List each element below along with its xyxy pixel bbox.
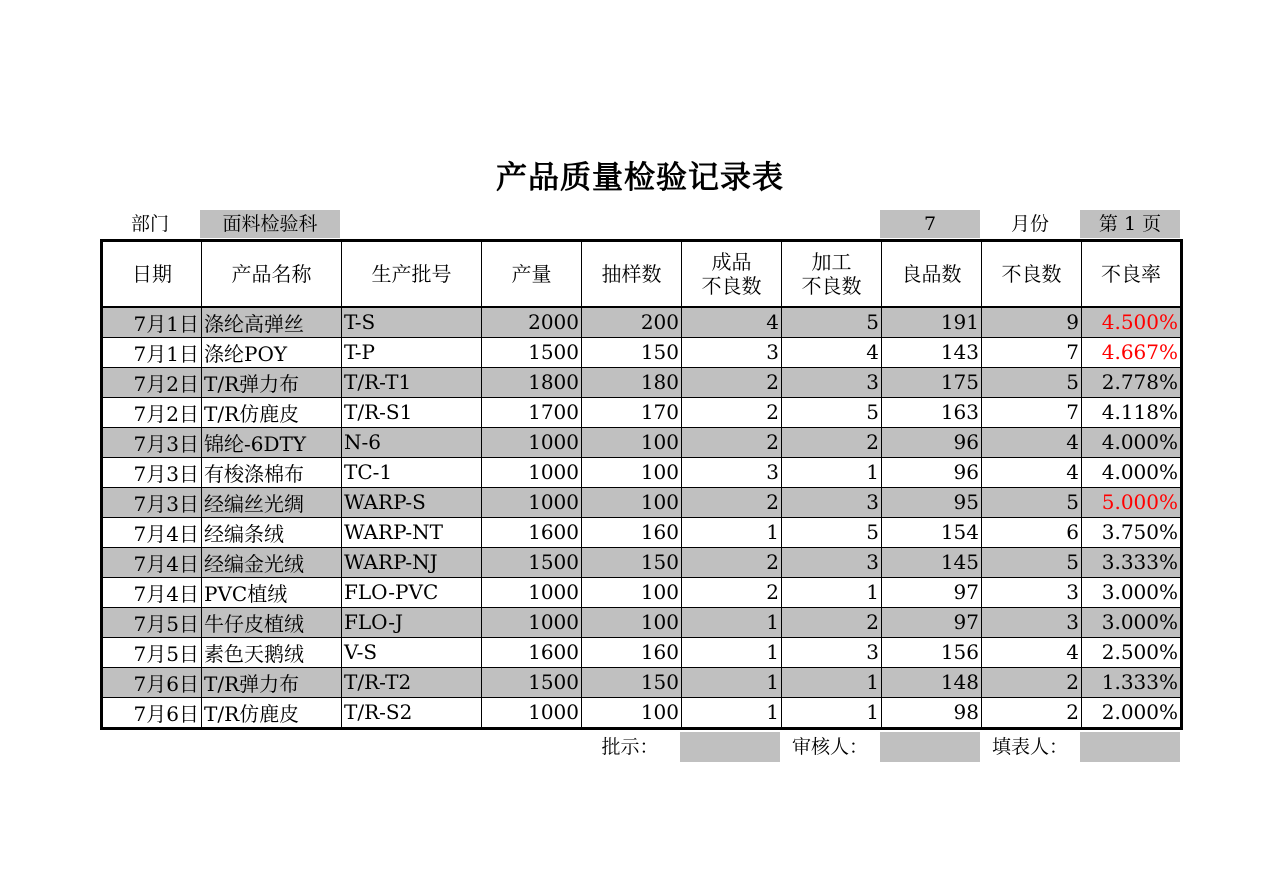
cell-good[interactable]: 191 [882, 307, 982, 338]
cell-rate[interactable]: 4.667% [1082, 337, 1182, 367]
cell-defect[interactable]: 2 [982, 697, 1082, 728]
month-value[interactable]: 7 [880, 210, 980, 238]
cell-batch[interactable]: T/R-T2 [342, 667, 482, 697]
column-header-defect [982, 241, 1082, 307]
cell-defect[interactable]: 5 [982, 487, 1082, 517]
cell-rate[interactable]: 4.000% [1082, 457, 1182, 487]
cell-batch[interactable]: TC-1 [342, 457, 482, 487]
cell-batch[interactable]: T/R-S2 [342, 697, 482, 728]
cell-product-defect[interactable]: 2 [682, 397, 782, 427]
cell-date[interactable]: 7月3日 [102, 487, 202, 517]
cell-name[interactable]: 锦纶-6DTY [202, 427, 342, 457]
cell-output[interactable]: 1800 [482, 367, 582, 397]
cell-output[interactable]: 1600 [482, 637, 582, 667]
column-header-batch [342, 241, 482, 307]
cell-name[interactable]: 涤纶POY [202, 337, 342, 367]
quality-record-table [100, 239, 1183, 730]
cell-rate[interactable]: 3.000% [1082, 577, 1182, 607]
cell-output[interactable]: 1600 [482, 517, 582, 547]
column-header-rate [1082, 241, 1182, 307]
cell-output[interactable]: 1000 [482, 607, 582, 637]
column-header-line: 成品 [711, 249, 752, 274]
table-row [102, 577, 1182, 607]
cell-output[interactable]: 1000 [482, 697, 582, 728]
cell-process-defect[interactable]: 2 [782, 427, 882, 457]
cell-defect[interactable]: 3 [982, 577, 1082, 607]
column-header-line: 产量 [511, 261, 552, 286]
column-header-line: 日期 [132, 261, 172, 286]
table-row [102, 637, 1182, 667]
cell-process-defect[interactable]: 1 [782, 667, 882, 697]
table-body [102, 307, 1182, 729]
cell-product-defect[interactable]: 1 [682, 667, 782, 697]
cell-good[interactable]: 175 [882, 367, 982, 397]
cell-good[interactable]: 143 [882, 337, 982, 367]
cell-product-defect[interactable]: 3 [682, 457, 782, 487]
column-header-line: 不良数 [701, 273, 762, 298]
cell-name[interactable]: PVC植绒 [202, 577, 342, 607]
table-bottom-rule [100, 729, 1180, 730]
cell-process-defect[interactable]: 1 [782, 697, 882, 728]
cell-good[interactable]: 96 [882, 427, 982, 457]
dept-label: 部门 [130, 213, 169, 235]
cell-date[interactable]: 7月6日 [102, 667, 202, 697]
cell-batch[interactable]: WARP-S [342, 487, 482, 517]
cell-good[interactable]: 97 [882, 577, 982, 607]
cell-process-defect[interactable]: 5 [782, 397, 882, 427]
cell-product-defect[interactable]: 1 [682, 697, 782, 728]
cell-good[interactable]: 98 [882, 697, 982, 728]
cell-sample[interactable]: 100 [582, 577, 682, 607]
cell-good[interactable]: 95 [882, 487, 982, 517]
cell-defect[interactable]: 9 [982, 307, 1082, 338]
approve-label: 批示： [601, 736, 659, 758]
cell-date[interactable]: 7月4日 [102, 577, 202, 607]
cell-good[interactable]: 163 [882, 397, 982, 427]
cell-defect[interactable]: 7 [982, 337, 1082, 367]
page-number: 第 1 页 [1080, 210, 1180, 238]
cell-rate[interactable]: 2.778% [1082, 367, 1182, 397]
cell-good[interactable]: 145 [882, 547, 982, 577]
cell-defect[interactable]: 6 [982, 517, 1082, 547]
table-row [102, 487, 1182, 517]
cell-name[interactable]: 经编丝光绸 [202, 487, 342, 517]
filler-label: 填表人： [991, 736, 1068, 758]
cell-batch[interactable]: T/R-T1 [342, 367, 482, 397]
cell-date[interactable]: 7月5日 [102, 637, 202, 667]
cell-batch[interactable]: T-S [342, 307, 482, 338]
cell-name[interactable]: 有梭涤棉布 [202, 457, 342, 487]
cell-name[interactable]: 经编条绒 [202, 517, 342, 547]
cell-sample[interactable]: 100 [582, 457, 682, 487]
cell-output[interactable]: 1700 [482, 397, 582, 427]
cell-batch[interactable]: FLO-J [342, 607, 482, 637]
cell-batch[interactable]: T-P [342, 337, 482, 367]
approve-field[interactable] [680, 732, 780, 762]
cell-product-defect[interactable]: 2 [682, 367, 782, 397]
table-row [102, 307, 1182, 338]
cell-product-defect[interactable]: 3 [682, 337, 782, 367]
table-row [102, 427, 1182, 457]
cell-rate[interactable]: 5.000% [1082, 487, 1182, 517]
cell-rate[interactable]: 1.333% [1082, 667, 1182, 697]
column-header-line: 良品数 [901, 261, 962, 286]
column-header-line: 不良率 [1101, 261, 1161, 286]
cell-sample[interactable]: 180 [582, 367, 682, 397]
cell-rate[interactable]: 2.500% [1082, 637, 1182, 667]
reviewer-field[interactable] [880, 732, 980, 762]
cell-defect[interactable]: 4 [982, 637, 1082, 667]
cell-good[interactable]: 97 [882, 607, 982, 637]
cell-good[interactable]: 148 [882, 667, 982, 697]
column-header-line: 抽样数 [601, 261, 662, 286]
cell-process-defect[interactable]: 4 [782, 337, 882, 367]
cell-output[interactable]: 1000 [482, 577, 582, 607]
cell-sample[interactable]: 160 [582, 517, 682, 547]
cell-process-defect[interactable]: 2 [782, 607, 882, 637]
cell-output[interactable]: 1500 [482, 547, 582, 577]
column-header-line: 不良数 [1001, 261, 1062, 286]
cell-date[interactable]: 7月4日 [102, 547, 202, 577]
cell-product-defect[interactable]: 2 [682, 427, 782, 457]
month-label: 月份 [1010, 213, 1049, 235]
cell-output[interactable]: 1000 [482, 487, 582, 517]
cell-sample[interactable]: 100 [582, 607, 682, 637]
cell-date[interactable]: 7月2日 [102, 367, 202, 397]
column-header-sample [582, 241, 682, 307]
cell-product-defect[interactable]: 1 [682, 517, 782, 547]
cell-output[interactable]: 2000 [482, 307, 582, 338]
cell-defect[interactable]: 5 [982, 547, 1082, 577]
table-row [102, 517, 1182, 547]
cell-defect[interactable]: 7 [982, 397, 1082, 427]
cell-product-defect[interactable]: 2 [682, 547, 782, 577]
column-header-good [882, 241, 982, 307]
cell-defect[interactable]: 5 [982, 367, 1082, 397]
cell-product-defect[interactable]: 2 [682, 577, 782, 607]
table-row [102, 697, 1182, 728]
page-title: 产品质量检验记录表 [496, 160, 784, 196]
column-header-product-defect [682, 241, 782, 307]
table-row [102, 667, 1182, 697]
cell-process-defect[interactable]: 1 [782, 457, 882, 487]
cell-rate[interactable]: 4.118% [1082, 397, 1182, 427]
table-row [102, 607, 1182, 637]
cell-rate[interactable]: 3.750% [1082, 517, 1182, 547]
table-row [102, 457, 1182, 487]
cell-sample[interactable]: 100 [582, 697, 682, 728]
cell-product-defect[interactable]: 4 [682, 307, 782, 338]
cell-date[interactable]: 7月4日 [102, 517, 202, 547]
cell-name[interactable]: T/R仿鹿皮 [202, 697, 342, 728]
header-row [102, 241, 1182, 307]
cell-process-defect[interactable]: 3 [782, 637, 882, 667]
cell-date[interactable]: 7月3日 [102, 427, 202, 457]
cell-date[interactable]: 7月3日 [102, 457, 202, 487]
cell-good[interactable]: 154 [882, 517, 982, 547]
cell-date[interactable]: 7月1日 [102, 337, 202, 367]
cell-product-defect[interactable]: 1 [682, 637, 782, 667]
column-header-date [102, 241, 202, 307]
cell-output[interactable]: 1000 [482, 457, 582, 487]
cell-good[interactable]: 96 [882, 457, 982, 487]
cell-rate[interactable]: 4.000% [1082, 427, 1182, 457]
column-header-name [202, 241, 342, 307]
cell-defect[interactable]: 4 [982, 427, 1082, 457]
cell-good[interactable]: 156 [882, 637, 982, 667]
column-header-line: 产品名称 [231, 261, 312, 286]
cell-process-defect[interactable]: 3 [782, 487, 882, 517]
cell-defect[interactable]: 4 [982, 457, 1082, 487]
cell-sample[interactable]: 100 [582, 427, 682, 457]
cell-defect[interactable]: 3 [982, 607, 1082, 637]
cell-date[interactable]: 7月6日 [102, 697, 202, 728]
cell-sample[interactable]: 150 [582, 667, 682, 697]
column-header-process-defect [782, 241, 882, 307]
cell-sample[interactable]: 200 [582, 307, 682, 338]
cell-name[interactable]: T/R仿鹿皮 [202, 397, 342, 427]
cell-name[interactable]: 素色天鹅绒 [202, 637, 342, 667]
cell-process-defect[interactable]: 3 [782, 547, 882, 577]
cell-rate[interactable]: 2.000% [1082, 697, 1182, 728]
cell-sample[interactable]: 150 [582, 337, 682, 367]
column-header-line: 生产批号 [371, 261, 452, 286]
reviewer-label: 审核人： [791, 736, 868, 758]
cell-process-defect[interactable]: 5 [782, 517, 882, 547]
cell-rate[interactable]: 3.000% [1082, 607, 1182, 637]
cell-product-defect[interactable]: 1 [682, 607, 782, 637]
cell-name[interactable]: T/R弹力布 [202, 367, 342, 397]
table-row [102, 367, 1182, 397]
cell-product-defect[interactable]: 2 [682, 487, 782, 517]
table-row [102, 337, 1182, 367]
cell-batch[interactable]: WARP-NT [342, 517, 482, 547]
table-row [102, 397, 1182, 427]
cell-defect[interactable]: 2 [982, 667, 1082, 697]
cell-batch[interactable]: V-S [342, 637, 482, 667]
cell-batch[interactable]: WARP-NJ [342, 547, 482, 577]
cell-name[interactable]: 涤纶高弹丝 [202, 307, 342, 338]
cell-process-defect[interactable]: 3 [782, 367, 882, 397]
cell-batch[interactable]: N-6 [342, 427, 482, 457]
cell-process-defect[interactable]: 1 [782, 577, 882, 607]
dept-value[interactable]: 面料检验科 [200, 210, 340, 238]
cell-name[interactable]: 牛仔皮植绒 [202, 607, 342, 637]
cell-rate[interactable]: 4.500% [1082, 307, 1182, 338]
cell-process-defect[interactable]: 5 [782, 307, 882, 338]
cell-rate[interactable]: 3.333% [1082, 547, 1182, 577]
cell-name[interactable]: T/R弹力布 [202, 667, 342, 697]
column-header-line: 不良数 [801, 273, 862, 298]
cell-name[interactable]: 经编金光绒 [202, 547, 342, 577]
cell-sample[interactable]: 100 [582, 487, 682, 517]
column-header-line: 加工 [811, 249, 852, 274]
cell-date[interactable]: 7月5日 [102, 607, 202, 637]
cell-batch[interactable]: T/R-S1 [342, 397, 482, 427]
cell-date[interactable]: 7月2日 [102, 397, 202, 427]
filler-field[interactable] [1080, 732, 1180, 762]
cell-output[interactable]: 1500 [482, 667, 582, 697]
cell-sample[interactable]: 160 [582, 637, 682, 667]
cell-output[interactable]: 1500 [482, 337, 582, 367]
cell-sample[interactable]: 170 [582, 397, 682, 427]
table-row [102, 547, 1182, 577]
cell-output[interactable]: 1000 [482, 427, 582, 457]
cell-sample[interactable]: 150 [582, 547, 682, 577]
column-header-output [482, 241, 582, 307]
cell-date[interactable]: 7月1日 [102, 307, 202, 338]
cell-batch[interactable]: FLO-PVC [342, 577, 482, 607]
